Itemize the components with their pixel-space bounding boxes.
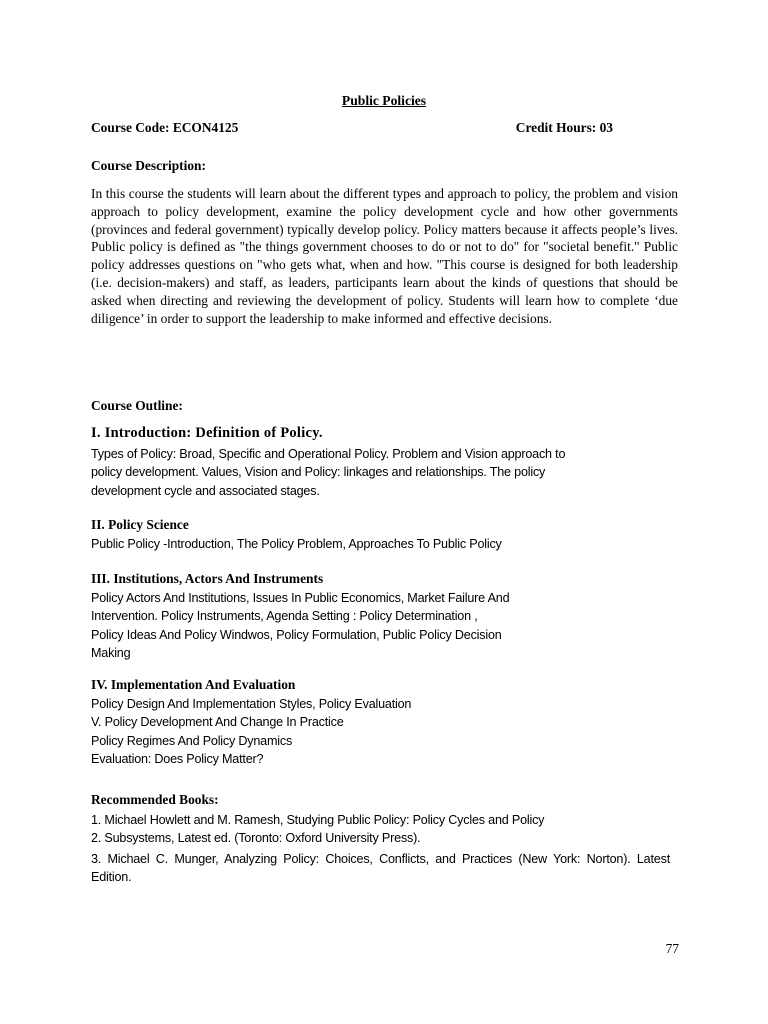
section-line: V. Policy Development And Change In Practice [91, 715, 344, 730]
section-line: Types of Policy: Broad, Specific and Operational Policy. Problem and Vision approach to [91, 447, 566, 461]
section-body-1 [91, 445, 651, 500]
section-heading-4: IV. Implementation And Evaluation [91, 677, 296, 692]
book-entry: 3. Michael C. Munger, Analyzing Policy: Choices, Conflicts, and Practices (New York: Norton). Latest Edition. [91, 851, 670, 885]
page-title: Public Policies [341, 93, 427, 108]
section-body-3 [91, 589, 651, 663]
credit-hours: Credit Hours: 03 [515, 120, 613, 135]
section-line: Policy Design And Implementation Styles, Policy Evaluation [91, 697, 412, 711]
course-info-row [91, 120, 613, 136]
course-code: Course Code: ECON4125 [91, 120, 239, 135]
section-line: Public Policy -Introduction, The Policy Problem, Approaches To Public Policy [91, 537, 502, 551]
book-entry: 1. Michael Howlett and M. Ramesh, Studying Public Policy: Policy Cycles and Policy [91, 813, 545, 827]
recommended-books-list [91, 811, 670, 887]
section-line: policy development. Values, Vision and Policy: linkages and relationships. The policy [91, 465, 546, 480]
recommended-books-heading: Recommended Books: [91, 792, 219, 807]
course-outline-heading: Course Outline: [91, 398, 183, 413]
section-line: development cycle and associated stages. [91, 483, 320, 498]
section-heading-1: I. Introduction: Definition of Policy. [91, 425, 323, 441]
course-description-heading: Course Description: [91, 158, 206, 173]
section-line: Policy Actors And Institutions, Issues In Public Economics, Market Failure And [91, 591, 510, 605]
section-line: Making [91, 646, 131, 661]
page-number: 77 [665, 941, 679, 956]
section-line: Evaluation: Does Policy Matter? [91, 752, 264, 767]
section-heading-2: II. Policy Science [91, 517, 189, 532]
book-entry: 2. Subsystems, Latest ed. (Toronto: Oxford University Press). [91, 831, 421, 846]
course-description-text: In this course the students will learn about the different types and approach to policy, the problem and vision approach to policy development, examine the policy development cycle and how other governments (provinces and federal government) typically develop policy. Policy matters because it affects people’s lives. Public policy is defined as "the things government chooses to do or not to do" for "societal benefit." Public policy addresses questions on "who gets what, when and how. "This course is designed for both leadership (i.e. decision-makers) and staff, as leaders, participants learn about the kinds of questions that should be asked when directing and reviewing the development of policy. Students will learn how to complete ‘due diligence’ in order to support the leadership to make informed and effective decisions. [91, 186, 678, 326]
section-heading-3: III. Institutions, Actors And Instruments [91, 571, 324, 586]
section-body-2 [91, 535, 651, 553]
section-line: Policy Ideas And Policy Windwos, Policy Formulation, Public Policy Decision [91, 627, 502, 642]
section-line: Intervention. Policy Instruments, Agenda Setting : Policy Determination , [91, 609, 478, 624]
section-line: Policy Regimes And Policy Dynamics [91, 733, 293, 748]
section-body-4 [91, 695, 651, 769]
